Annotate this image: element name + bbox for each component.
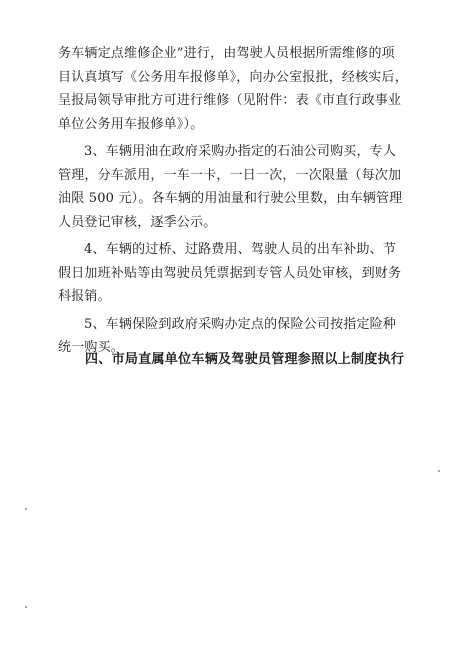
paragraph-line: 科报销。	[58, 289, 111, 304]
paragraph-line: 3、车辆用油在政府采购办指定的石油公司购买，专人	[84, 144, 397, 159]
paragraph-line: 油限 500 元）。各车辆的用油量和行驶公里数，由车辆管理	[58, 191, 403, 206]
paragraph-line: 4、车辆的过桥、过路费用、驾驶人员的出车补助、节	[84, 242, 397, 257]
section-heading: 四、市局直属单位车辆及驾驶员管理参照以上制度执行	[85, 352, 405, 367]
scan-speck	[25, 508, 27, 510]
scan-speck	[438, 470, 440, 472]
paragraph-line: 假日加班补贴等由驾驶员凭票据到专管人员处审核，到财务	[58, 265, 402, 281]
paragraph-line: 人员登记审核，逐季公示。	[58, 214, 217, 230]
paragraph-line: 5、车辆保险到政府采购办定点的保险公司按指定险种	[84, 316, 397, 332]
paragraph-line: 目认真填写《公务用车报修单》，向办公室报批，经核实后，	[58, 69, 408, 85]
paragraph-line: 务车辆定点维修企业”进行，由驾驶人员根据所需维修的项	[58, 46, 395, 61]
body-text	[58, 42, 408, 360]
paragraph-line: 单位公务用车报修单》）。	[58, 116, 204, 132]
paragraph-line: 统一购买。	[58, 340, 125, 355]
scan-speck	[25, 606, 27, 608]
paragraph-line: 管理，分车派用，一车一卡，一日一次，一次限量（每次加	[58, 167, 402, 183]
paragraph-line: 呈报局领导审批方可进行维修（见附件：表《市直行政事业	[58, 93, 402, 108]
